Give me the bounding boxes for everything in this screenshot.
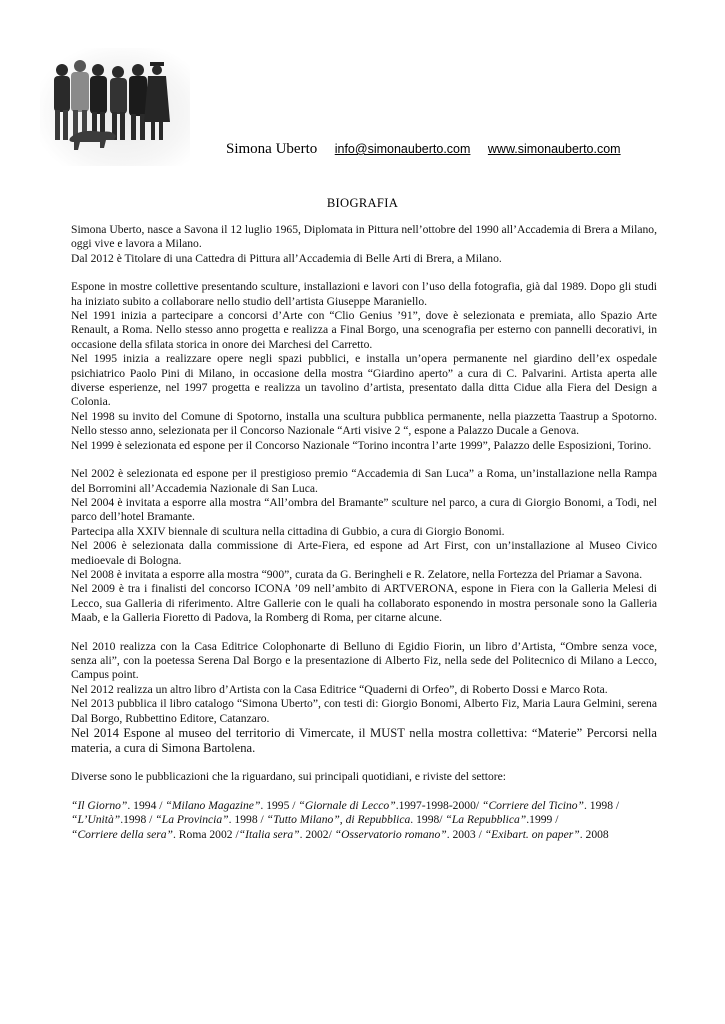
publication-title: “La Provincia” xyxy=(155,813,229,827)
paragraph: Dal 2012 è Titolare di una Cattedra di Pittura all’Accademia di Belle Arti di Brera, a Milano. xyxy=(71,251,502,265)
paragraph: Diverse sono le pubblicazioni che la riguardano, sui principali quotidiani, e riviste del settore: xyxy=(71,770,506,784)
paragraph: Partecipa alla XXIV biennale di scultura nella cittadina di Gubbio, a cura di Giorgio Bonomi. xyxy=(71,524,505,538)
paragraph: Simona Uberto, nasce a Savona il 12 luglio 1965, Diplomata in Pittura nell’ottobre del 1990 all’Accademia di Brera a Milano, oggi vive e lavora a Milano. xyxy=(71,223,657,251)
paragraph: Nel 2013 pubblica il libro catalogo “Simona Uberto”, con testi di: Giorgio Bonomi, Alberto Fiz, Maria Laura Gelmini, serena Dal Borgo, Rubbettino Editore, Catanzaro. xyxy=(71,697,657,725)
biography-text xyxy=(71,223,657,842)
publication-year: . 2008 xyxy=(579,827,609,841)
publication-year: . 1994 / xyxy=(127,798,166,812)
publication-year: . 1998 / xyxy=(228,813,267,827)
artist-group-photo xyxy=(40,48,190,166)
publication-title: “L’Unità” xyxy=(71,813,121,827)
paragraph: Nel 1995 inizia a realizzare opere negli spazi pubblici, e installa un’opera permanente nel giardino dell’ex ospedale psichiatrico Paolo Pini di Milano, in occasione della mostra “Giardino aperto” a cura di C. Palvarini. Artista aperta alle diverse esperienze, nel 1997 progetta e realizza un tavolino d’artista, presentato dalla ditta Cidue alla Fiera del Design a Colonia. xyxy=(71,352,657,409)
contact-header xyxy=(226,141,635,158)
publication-year: . Roma 2002 / xyxy=(173,827,239,841)
paragraph: Nel 2014 Espone al museo del territorio di Vimercate, il MUST nella mostra collettiva: “Materie” Percorsi nella materia, a cura di Simona Bartolena. xyxy=(71,726,657,756)
paragraph: Nel 2006 è selezionata dalla commissione di Arte-Fiera, ed espone ad Art First, con un’installazione al Museo Civico medioevale di Bologna. xyxy=(71,539,657,567)
publication-year: . 1998 / xyxy=(584,798,620,812)
publication-title: “Il Giorno” xyxy=(71,798,128,812)
paragraph: Nel 2010 realizza con la Casa Editrice Colophonarte di Belluno di Egidio Fiorin, un libro d’Artista, “Ombre senza voce, senza ali”, con la poetessa Serena Dal Borgo e la presentazione di Alberto Fiz, nella sede del Politecnico di Milano a Lecco, Campus point. xyxy=(71,639,657,682)
publication-year: .1998 / xyxy=(120,813,156,827)
paragraph: Nel 2002 è selezionata ed espone per il prestigioso premio “Accademia di San Luca” a Roma, un’installazione nella Rampa del Borromini all’Accademia Nazionale di San Luca. xyxy=(71,467,657,495)
publication-title: “Tutto Milano”, di Repubblica xyxy=(266,813,411,827)
publication-title: “La Repubblica” xyxy=(445,813,527,827)
publication-year: . 2002/ xyxy=(299,827,335,841)
publication-title: “Milano Magazine” xyxy=(165,798,261,812)
page-title: BIOGRAFIA xyxy=(326,196,399,210)
publication-year: .1997-1998-2000/ xyxy=(395,798,482,812)
artist-name: Simona Uberto xyxy=(226,141,318,157)
publication-title: “Osservatorio romano” xyxy=(334,827,447,841)
website-link[interactable]: www.simonauberto.com xyxy=(487,142,621,156)
email-link[interactable]: info@simonauberto.com xyxy=(334,142,471,156)
paragraph: Nel 1998 su invito del Comune di Spotorno, installa una scultura pubblica permanente, nella piazzetta Taastrup a Spotorno. Nello stesso anno, selezionata per il Concorso Nazionale “Arti visive 2 “, espone a Palazzo Ducale a Genova. xyxy=(71,409,657,438)
publications-list xyxy=(71,799,657,842)
publication-title: “Giornale di Lecco” xyxy=(298,798,396,812)
publication-title: “Italia sera” xyxy=(238,827,300,841)
publication-title: “Corriere del Ticino” xyxy=(482,798,584,812)
paragraph: Espone in mostre collettive presentando sculture, installazioni e lavori con l’uso della fotografia, già dal 1989. Dopo gli studi ha iniziato subito a collaborare nello studio dell’artista Giuseppe Maraniello. xyxy=(71,280,657,308)
paragraph: Nel 2012 realizza un altro libro d’Artista con la Casa Editrice “Quaderni di Orfeo”, di Roberto Dossi e Marco Rota. xyxy=(71,682,608,696)
paragraph: Nel 1999 è selezionata ed espone per il Concorso Nazionale “Torino incontra l’arte 1999”, Palazzo delle Esposizioni, Torino. xyxy=(71,438,652,452)
paragraph: Nel 2008 è invitata a esporre alla mostra “900”, curata da G. Beringheli e R. Zelatore, nella Fortezza del Priamar a Savona. xyxy=(71,567,643,581)
publication-year: . 2003 / xyxy=(446,827,485,841)
publication-year: . 1998/ xyxy=(410,813,446,827)
publication-year: . 1995 / xyxy=(260,798,299,812)
paragraph: Nel 2009 è tra i finalisti del concorso ICONA ’09 nell’ambito di ARTVERONA, espone in Fiera con la Galleria Melesi di Lecco, sua Galleria di riferimento. Altre Gallerie con le quali ha collaborato esponendo in mostra personale sono la Galleria Maab, e la Galleria Fioretto di Padova, la Romberg di Roma, per citarne alcune. xyxy=(71,582,657,625)
paragraph: Nel 2004 è invitata a esporre alla mostra “All’ombra del Bramante” sculture nel parco, a cura di Giorgio Bonomi, a Todi, nel parco dell’hotel Bramante. xyxy=(71,495,657,524)
paragraph: Nel 1991 inizia a partecipare a concorsi d’Arte con “Clio Genius ’91”, dove è selezionata e premiata, allo Spazio Arte Renault, a Roma. Nello stesso anno progetta e realizza a Final Borgo, una scenografia per esterno con pannelli decorativi, in occasione della sfilata storica in onore dei Marchesi del Carretto. xyxy=(71,309,657,351)
publication-year: .1999 / xyxy=(526,813,559,827)
publication-title: “Exibart. on paper” xyxy=(484,827,580,841)
publication-title: “Corriere della sera” xyxy=(71,827,173,841)
